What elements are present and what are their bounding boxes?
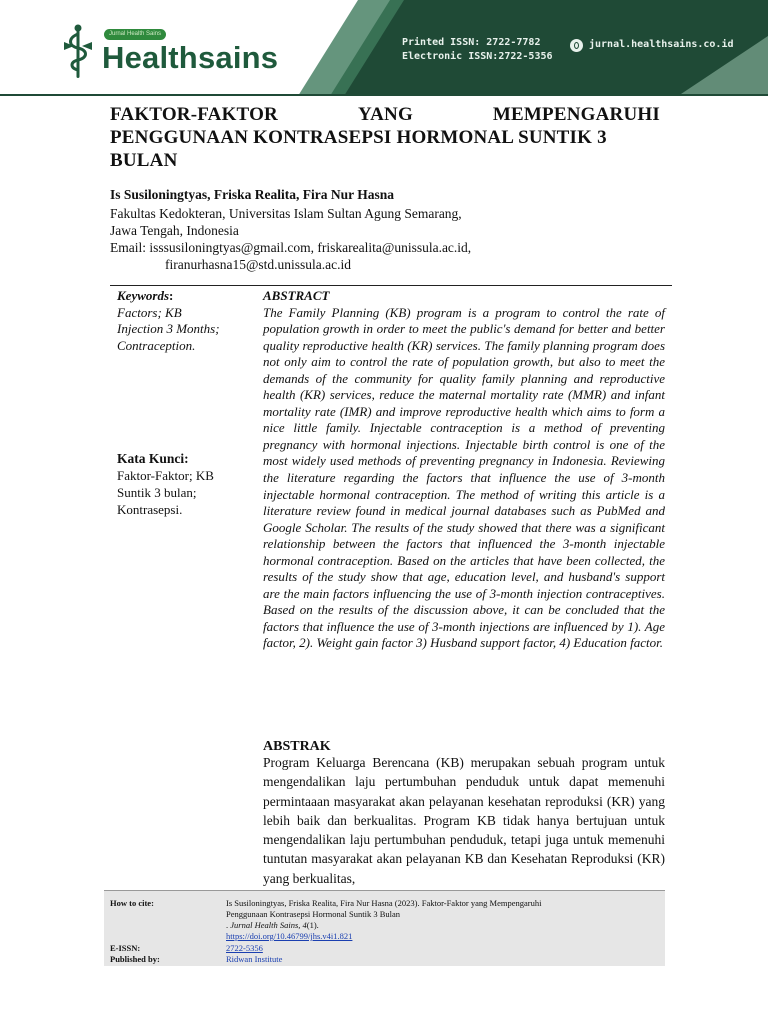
affiliation-line: Fakultas Kedokteran, Universitas Islam Sultan Agung Semarang, (110, 206, 462, 221)
caduceus-logo-icon (62, 24, 94, 80)
journal-name: Jurnal Health Sains, 4 (230, 920, 307, 930)
citation-line: Is Susiloningtyas, Friska Realita, Fira Nur Hasna (2023). Faktor-Faktor yang Mempengaruhi (226, 898, 542, 908)
kata-kunci-line: Suntik 3 bulan; (117, 485, 197, 500)
affiliation (110, 205, 462, 239)
citation-footer (104, 890, 665, 966)
email-line: firanurhasna15@std.unissula.ac.id (165, 257, 352, 272)
keywords-colon: : (169, 288, 174, 303)
keyword-line: Injection 3 Months; (117, 321, 220, 336)
published-label: Published by: (110, 954, 160, 964)
abstrak-text: Program Keluarga Berencana (KB) merupakan sebuah program untuk mengendalikan laju pertumbuhan penduduk untuk dapat memenuhi permintaaan masyarakat akan pelayanan kesehatan reproduksi (KR) yang lebih baik dan berkualitas. Program KB tidak hanya bertujuan untuk mengendalikan laju pertumbuhan penduduk, tetapi juga untuk memenuhi tuntutan masyarakat akan pelayanan KB dan Kesehatan Reproduksi (KR) yang berkualitas, (263, 755, 665, 886)
title-line-3: BULAN (110, 150, 178, 171)
keywords-heading: Keywords (117, 288, 169, 303)
issn-info (402, 36, 553, 64)
citation-journal (226, 920, 656, 931)
abstract-heading: ABSTRACT (263, 288, 330, 303)
website-url: jurnal.healthsains.co.id (589, 39, 734, 50)
kata-kunci-line: Kontrasepsi. (117, 502, 183, 517)
electronic-issn: Electronic ISSN:2722-5356 (402, 51, 553, 62)
kata-kunci-line: Faktor-Faktor; KB (117, 468, 214, 483)
keyword-line: Factors; KB (117, 304, 182, 320)
title-word: YANG (357, 104, 413, 125)
abstract-text: The Family Planning (KB) program is a program to control the rate of population growth in order to meet the public's demand for better and better quality reproductive health (KR) services. The family planning program does not only aim to control the rate of population growth, but also to meet the demands of the community for quality family planning and reproductive health (KR) services, reduce the maternal mortality rate (MMR) and infant mortality rate (IMR) and improve reproductive health which aims to form a nice little family. Injectable contraception is a method of preventing pregnancy with hormonal injections. Injectable birth control is one of the most widely used methods of preventing pregnancy in Indonesia. Reviewing the literature regarding the factors that influence the use of 3-month injectable hormonal contraception. The method of writing this article is a literature review found in medical journal databases such as PubMed and Google Scholar. The results of the study showed that there was a significant relationship between the factors that influenced the 3-month injectable hormonal contraception. Based on the articles that have been collected, the results of the study show that age, education level, and husband's support are the main factors influencing the use of 3-month injection contraceptives. Based on the results of the discussion above, it can be concluded that the factors that influence the use of 3-month injections are influenced by 1). Age factor, 2). Weight gain factor 3) Husband support factor, 4) Education factor. (263, 304, 665, 651)
journal-banner (0, 0, 768, 96)
affiliation-line: Jawa Tengah, Indonesia (110, 223, 239, 238)
keywords-block (117, 288, 247, 354)
citation-prefix: . (226, 920, 231, 930)
title-word: MEMPENGARUHI (492, 104, 660, 125)
eissn-label: E-ISSN: (110, 943, 141, 953)
article-title (110, 103, 660, 172)
abstrak-heading: ABSTRAK (263, 739, 331, 754)
email-line: Email: isssusiloningtyas@gmail.com, friskarealita@unissula.ac.id, (110, 240, 472, 255)
title-line-2: PENGGUNAAN KONTRASEPSI HORMONAL SUNTIK 3 (110, 127, 607, 148)
web-at-icon (570, 39, 583, 52)
publisher-link[interactable]: Ridwan Institute (226, 954, 283, 964)
citation-line: Penggunaan Kontrasepsi Hormonal Suntik 3 Bulan (226, 909, 400, 919)
author-list: Is Susiloningtyas, Friska Realita, Fira Nur Hasna (110, 187, 395, 202)
journal-issue: (1). (306, 920, 319, 930)
banner-bottom-line (0, 94, 768, 96)
website-link[interactable] (570, 38, 734, 52)
printed-issn: Printed ISSN: 2722-7782 (402, 37, 541, 48)
title-word: FAKTOR-FAKTOR (110, 104, 278, 125)
doi-link[interactable]: https://doi.org/10.46799/jhs.v4i1.821 (226, 931, 353, 941)
cite-label: How to cite: (110, 898, 154, 908)
journal-logo-text: Healthsains (102, 40, 279, 75)
eissn-link[interactable]: 2722-5356 (226, 943, 263, 953)
section-divider (110, 285, 672, 286)
citation-text (226, 898, 656, 942)
logo-tagline: Jurnal Health Sains (104, 29, 166, 40)
abstract-section (263, 288, 665, 652)
kata-kunci-heading: Kata Kunci: (117, 451, 189, 466)
kata-kunci-block (117, 450, 247, 518)
author-emails (110, 239, 471, 273)
title-line-1 (110, 103, 660, 126)
keyword-line: Contraception. (117, 337, 196, 353)
